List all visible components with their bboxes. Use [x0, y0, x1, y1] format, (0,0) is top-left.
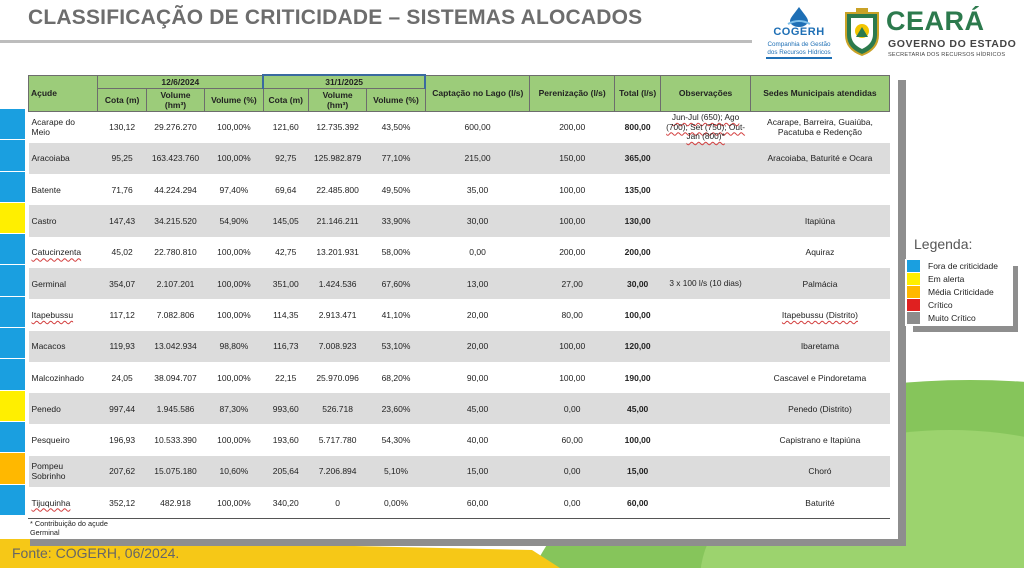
cell-observacoes	[661, 237, 751, 268]
cell-sedes: Cascavel e Pindoretama	[773, 372, 867, 383]
cell-volume-2: 21.146.211	[308, 205, 366, 236]
legend-swatch	[907, 312, 920, 324]
cell-cota-1: 24,05	[111, 372, 133, 383]
cell-acude: Pompeu Sobrinho	[29, 456, 98, 487]
cell-perenizacao: 80,00	[561, 309, 583, 320]
cell-cota-2: 205,64	[263, 456, 308, 487]
cell-total: 200,00	[624, 247, 651, 258]
cell-observacoes	[661, 487, 751, 518]
legend-swatch	[907, 260, 920, 272]
cell-captacao: 215,00	[425, 143, 530, 174]
cell-volume-pct-1: 100,00%	[217, 309, 251, 320]
cell-acude: Penedo	[29, 393, 98, 424]
legend-swatch	[907, 286, 920, 298]
table-row	[29, 487, 890, 518]
header-cota-1: Cota (m)	[98, 89, 146, 112]
cell-volume-1: 38.094.707	[154, 372, 197, 383]
cell-captacao: 90,00	[466, 372, 489, 383]
table-row	[29, 393, 890, 424]
table-row	[29, 456, 890, 487]
cell-volume-2: 12.735.392	[316, 122, 359, 133]
cell-total: 100,00	[624, 309, 651, 320]
cell-total: 60,00	[627, 497, 649, 508]
status-indicator	[0, 453, 25, 484]
cell-observacoes	[661, 456, 751, 487]
status-indicator	[0, 234, 25, 265]
cell-total: 120,00	[614, 331, 660, 362]
cell-cota-2: 22,15	[275, 372, 297, 383]
table-row	[29, 424, 890, 455]
cell-sedes: Itapiúna	[750, 205, 889, 236]
cell-volume-pct-1: 100,00%	[205, 268, 263, 299]
header-perenizacao: Perenização (l/s)	[530, 75, 615, 112]
header-volume-pct-1: Volume (%)	[205, 89, 263, 112]
table-row	[29, 143, 890, 174]
cell-cota-2: 69,64	[275, 184, 297, 195]
cell-cota-1: 119,93	[98, 331, 146, 362]
header-observacoes: Observações	[661, 75, 751, 112]
legend-label: Média Criticidade	[928, 286, 994, 297]
cell-volume-pct-2: 23,60%	[367, 393, 425, 424]
water-drop-icon	[784, 6, 814, 28]
ceara-coat-of-arms-icon	[842, 7, 882, 57]
cell-volume-2: 526.718	[308, 393, 366, 424]
header-acude: Açude	[29, 75, 98, 112]
legend-item	[905, 311, 1013, 324]
cell-observacoes	[661, 299, 751, 330]
cell-sedes: Aquiraz	[805, 247, 835, 258]
cell-volume-2: 0	[335, 497, 340, 508]
governo-label: GOVERNO DO ESTADO	[888, 38, 1017, 50]
cell-cota-1: 117,12	[109, 309, 135, 320]
cell-volume-1: 13.042.934	[146, 331, 204, 362]
header-volume-2: Volume (hm³)	[308, 89, 366, 112]
cogerh-subtitle-2: dos Recursos Hídricos	[767, 49, 831, 56]
cell-perenizacao: 100,00	[559, 372, 586, 383]
cell-perenizacao: 100,00	[530, 331, 615, 362]
cell-total: 30,00	[614, 268, 660, 299]
cell-cota-1: 147,43	[98, 205, 146, 236]
cell-acude: Pesqueiro	[31, 435, 70, 446]
cell-volume-pct-2: 53,10%	[367, 331, 425, 362]
status-indicator	[0, 297, 25, 328]
status-indicator	[0, 391, 25, 422]
cell-observacoes	[661, 424, 751, 455]
header-cota-2: Cota (m)	[263, 89, 308, 112]
cell-volume-pct-2: 67,60%	[367, 268, 425, 299]
page-title: CLASSIFICAÇÃO DE CRITICIDADE – SISTEMAS ALOCADOS	[28, 6, 643, 29]
cell-acude: Itapebussu	[31, 309, 74, 320]
cell-volume-2: 13.201.931	[316, 247, 359, 258]
cell-total: 45,00	[614, 393, 660, 424]
cell-captacao: 20,00	[425, 331, 530, 362]
cell-sedes	[750, 174, 889, 205]
cell-acude: Tijuquinha	[31, 497, 71, 508]
cell-cota-2: 121,60	[272, 122, 299, 133]
cell-observacoes	[661, 362, 751, 393]
cell-observacoes	[661, 331, 751, 362]
reservoir-table	[28, 74, 890, 518]
header-total: Total (l/s)	[614, 75, 660, 112]
header-volume-1: Volume (hm³)	[146, 89, 204, 112]
cell-captacao: 45,00	[425, 393, 530, 424]
cell-sedes: Acarape, Barreira, Guaiúba, Pacatuba e Redenção	[767, 117, 873, 138]
cogerh-underline	[766, 57, 832, 59]
cogerh-logo	[762, 6, 836, 64]
cell-volume-pct-1: 100,00%	[217, 435, 251, 446]
cell-sedes: Aracoiaba, Baturité e Ocara	[750, 143, 889, 174]
legend	[905, 259, 1013, 326]
cell-volume-pct-2: 43,50%	[381, 122, 411, 133]
cell-captacao: 15,00	[425, 456, 530, 487]
cell-captacao: 35,00	[466, 184, 489, 195]
cell-volume-2: 7.008.923	[308, 331, 366, 362]
ceara-wordmark: CEARÁ	[886, 6, 985, 36]
table-row	[29, 237, 890, 268]
cell-sedes: Itapebussu (Distrito)	[781, 309, 858, 320]
legend-label: Crítico	[928, 299, 953, 310]
cell-volume-pct-1: 100,00%	[217, 247, 251, 258]
header-volume-pct-2: Volume (%)	[367, 89, 425, 112]
cell-volume-pct-2: 68,20%	[381, 372, 411, 383]
cell-volume-pct-2: 77,10%	[367, 143, 425, 174]
cell-total: 130,00	[614, 205, 660, 236]
cell-cota-1: 196,93	[109, 435, 136, 446]
legend-item	[905, 272, 1013, 285]
cell-volume-pct-1: 100,00%	[205, 143, 263, 174]
cell-observacoes	[661, 174, 751, 205]
cell-observacoes	[661, 143, 751, 174]
cell-volume-1: 22.780.810	[154, 247, 197, 258]
table-row	[29, 362, 890, 393]
cell-cota-1: 207,62	[98, 456, 146, 487]
cell-volume-1: 29.276.270	[154, 122, 197, 133]
secretaria-label: SECRETARIA DOS RECURSOS HÍDRICOS	[888, 52, 1006, 58]
cell-cota-2: 145,05	[263, 205, 308, 236]
cell-total: 800,00	[624, 122, 651, 133]
cell-volume-1: 10.533.390	[154, 435, 197, 446]
cell-volume-1: 482.918	[160, 497, 191, 508]
cell-volume-pct-2: 49,50%	[381, 184, 411, 195]
cell-volume-pct-1: 100,00%	[217, 497, 251, 508]
cogerh-name: COGERH	[773, 26, 825, 38]
cell-total: 365,00	[614, 143, 660, 174]
status-indicator	[0, 422, 25, 453]
cell-perenizacao: 100,00	[559, 184, 586, 195]
cell-captacao: 20,00	[466, 309, 489, 320]
title-divider	[0, 40, 752, 43]
table-row	[29, 331, 890, 362]
table-row	[29, 205, 890, 236]
cell-volume-2: 2.913.471	[318, 309, 357, 320]
cell-sedes: Capistrano e Itapiúna	[779, 435, 861, 446]
cell-perenizacao: 0,00	[530, 456, 615, 487]
cell-sedes: Penedo (Distrito)	[750, 393, 889, 424]
header-captacao: Captação no Lago (l/s)	[425, 75, 530, 112]
cell-cota-1: 354,07	[98, 268, 146, 299]
cell-observacoes: 3 x 100 l/s (10 dias)	[661, 268, 751, 299]
legend-item	[905, 285, 1013, 298]
cell-volume-pct-2: 41,10%	[381, 309, 411, 320]
cell-cota-2: 193,60	[272, 435, 299, 446]
cell-perenizacao: 0,00	[530, 393, 615, 424]
cell-volume-1: 1.945.586	[146, 393, 204, 424]
cell-perenizacao: 0,00	[563, 497, 581, 508]
header-date-2: 31/1/2025	[263, 75, 425, 89]
cell-sedes: Choró	[750, 456, 889, 487]
header-date-1: 12/6/2024	[98, 75, 263, 89]
cell-volume-pct-2: 0,00%	[383, 497, 409, 508]
status-indicator	[0, 109, 25, 140]
legend-title: Legenda:	[914, 236, 973, 252]
cell-volume-1: 15.075.180	[146, 456, 204, 487]
cell-captacao: 40,00	[466, 435, 489, 446]
status-indicator	[0, 359, 25, 390]
cell-volume-1: 34.215.520	[146, 205, 204, 236]
cell-sedes: Ibaretama	[750, 331, 889, 362]
cell-volume-2: 1.424.536	[308, 268, 366, 299]
cell-cota-2: 993,60	[263, 393, 308, 424]
status-indicator	[0, 328, 25, 359]
cell-acude: Castro	[29, 205, 98, 236]
cell-volume-1: 2.107.201	[146, 268, 204, 299]
cell-perenizacao: 27,00	[530, 268, 615, 299]
cell-volume-pct-1: 87,30%	[205, 393, 263, 424]
cell-sedes: Baturité	[805, 497, 835, 508]
cell-total: 100,00	[624, 435, 651, 446]
cell-cota-1: 352,12	[109, 497, 136, 508]
cell-perenizacao: 200,00	[559, 247, 586, 258]
cell-volume-2: 5.717.780	[318, 435, 357, 446]
cell-perenizacao: 60,00	[561, 435, 583, 446]
cogerh-subtitle-1: Companhia de Gestão	[767, 41, 831, 48]
cell-volume-pct-1: 100,00%	[217, 372, 251, 383]
legend-item	[905, 298, 1013, 311]
cell-volume-pct-2: 33,90%	[367, 205, 425, 236]
legend-swatch	[907, 273, 920, 285]
legend-swatch	[907, 299, 920, 311]
cell-cota-2: 340,20	[272, 497, 299, 508]
table-bottom-rule	[28, 518, 890, 519]
legend-label: Fora de criticidade	[928, 260, 998, 271]
cell-acude: Acarape do Meio	[31, 117, 75, 138]
cell-cota-2: 351,00	[263, 268, 308, 299]
table-row	[29, 268, 890, 299]
cell-captacao: 600,00	[464, 122, 491, 133]
table-row	[29, 299, 890, 330]
cell-captacao: 0,00	[469, 247, 486, 258]
cell-cota-2: 114,35	[273, 309, 299, 320]
cell-volume-1: 163.423.760	[146, 143, 204, 174]
cell-volume-pct-1: 97,40%	[219, 184, 249, 195]
status-indicator	[0, 172, 25, 203]
cell-cota-1: 45,02	[111, 247, 133, 258]
cell-observacoes	[661, 393, 751, 424]
cell-cota-1: 95,25	[98, 143, 146, 174]
cell-acude: Macacos	[29, 331, 98, 362]
cell-volume-1: 7.082.806	[156, 309, 195, 320]
status-indicator	[0, 140, 25, 171]
cell-captacao: 13,00	[425, 268, 530, 299]
cell-volume-pct-2: 5,10%	[367, 456, 425, 487]
cell-volume-pct-2: 54,30%	[381, 435, 411, 446]
cell-volume-1: 44.224.294	[154, 184, 197, 195]
cell-cota-2: 116,73	[263, 331, 308, 362]
table-row	[29, 174, 890, 205]
cell-volume-2: 22.485.800	[316, 184, 359, 195]
legend-item	[905, 259, 1013, 272]
cell-acude: Malcozinhado	[31, 372, 84, 383]
cell-captacao: 30,00	[425, 205, 530, 236]
cell-total: 190,00	[624, 372, 651, 383]
cell-acude: Aracoiaba	[29, 143, 98, 174]
status-color-column	[0, 109, 25, 516]
cell-volume-2: 25.970.096	[316, 372, 359, 383]
status-indicator	[0, 485, 25, 516]
source-note: Fonte: COGERH, 06/2024.	[12, 545, 180, 561]
header-sedes: Sedes Municipais atendidas	[750, 75, 889, 112]
cell-captacao: 60,00	[466, 497, 489, 508]
legend-label: Muito Crítico	[928, 312, 976, 323]
cell-cota-1: 997,44	[98, 393, 146, 424]
table-row	[29, 112, 890, 143]
cell-volume-pct-2: 58,00%	[381, 247, 411, 258]
cell-perenizacao: 200,00	[559, 122, 586, 133]
cell-volume-2: 125.982.879	[308, 143, 366, 174]
cell-perenizacao: 100,00	[530, 205, 615, 236]
cell-volume-pct-1: 100,00%	[217, 122, 251, 133]
cell-volume-pct-1: 54,90%	[205, 205, 263, 236]
cell-cota-2: 92,75	[263, 143, 308, 174]
footnote: * Contribuição do açude Germinal	[30, 519, 108, 537]
cell-cota-1: 130,12	[109, 122, 136, 133]
cell-acude: Catucinzenta	[31, 247, 82, 258]
status-indicator	[0, 203, 25, 234]
status-indicator	[0, 265, 25, 296]
cell-observacoes: Jun-Jul (650); Ago (700); Set (750); Out-Jan (800)*	[666, 112, 746, 142]
cell-observacoes	[661, 205, 751, 236]
cell-volume-2: 7.206.894	[308, 456, 366, 487]
cell-total: 15,00	[614, 456, 660, 487]
cell-volume-pct-1: 10,60%	[205, 456, 263, 487]
cell-cota-1: 71,76	[111, 184, 133, 195]
legend-label: Em alerta	[928, 273, 965, 284]
cell-volume-pct-1: 98,80%	[205, 331, 263, 362]
cell-total: 135,00	[624, 184, 651, 195]
cell-cota-2: 42,75	[275, 247, 297, 258]
cell-acude: Batente	[31, 184, 61, 195]
cell-acude: Germinal	[29, 268, 98, 299]
cell-sedes: Palmácia	[750, 268, 889, 299]
cell-perenizacao: 150,00	[530, 143, 615, 174]
